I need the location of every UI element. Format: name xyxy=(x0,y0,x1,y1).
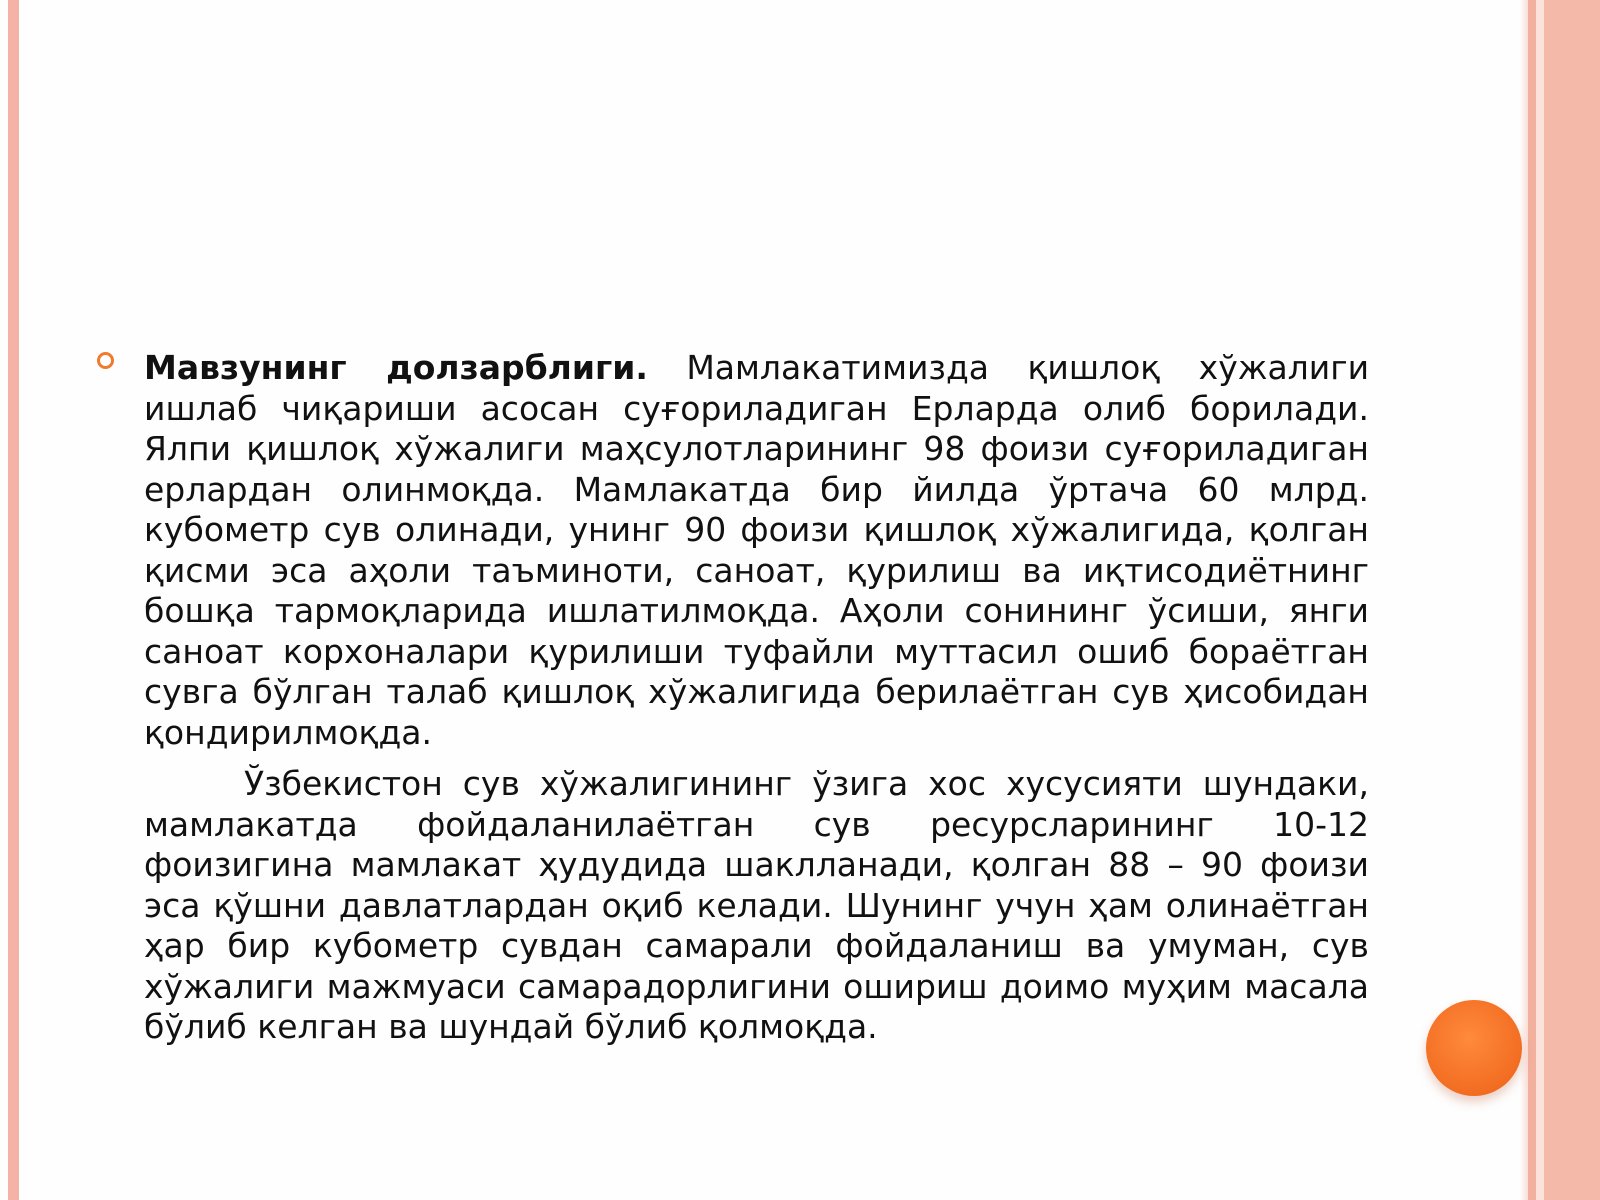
right-border-band xyxy=(1544,0,1600,1200)
orange-circle-decoration xyxy=(1426,1000,1522,1096)
paragraph-uzbekistan-water xyxy=(144,764,1369,1048)
paragraph-body: Ўзбекистон сув хўжалигининг ўзига хос хусусияти шундаки, мамлакатда фойдаланилаётган сув ресурсларининг 10-12 фоизигина мамлакат ҳудудида шаклланади, қолган 88 – 90 фоизи эса қўшни давлатлардан оқиб келади. Шунинг учун ҳам олинаётган ҳар бир кубометр сувдан самарали фойдаланиш ва умуман, сув хўжалиги мажмуаси самарадорлигини ошириш доимо муҳим масала бўлиб келган ва шундай бўлиб қолмоқда. xyxy=(144,764,1369,1046)
slide-body-text xyxy=(144,348,1369,1048)
right-border-stripe xyxy=(1528,0,1536,1200)
paragraph-relevance xyxy=(144,348,1369,753)
left-border-decoration xyxy=(8,0,19,1200)
paragraph-bold-lead: Мавзунинг долзарблиги. xyxy=(144,348,648,387)
right-band-shadow xyxy=(1520,0,1528,1200)
bullet-circle-icon xyxy=(97,352,114,369)
right-border-gap xyxy=(1536,0,1544,1200)
paragraph-body: Мамлакатимизда қишлоқ хўжалиги ишлаб чиқариши асосан суғориладиган Ерларда олиб борилади. Ялпи қишлоқ хўжалиги маҳсулотларининг 98 фоизи суғориладиган ерлардан олинмоқда. Мамлакатда бир йилда ўртача 60 млрд. кубометр сув олинади, унинг 90 фоизи қишлоқ хўжалигида, қолган қисми эса аҳоли таъминоти, саноат, қурилиш ва иқтисодиётнинг бошқа тармоқларида ишлатилмоқда. Аҳоли сонининг ўсиши, янги саноат корхоналари қурилиши туфайли муттасил ошиб бораётган сувга бўлган талаб қишлоқ хўжалигида берилаётган сув ҳисобидан қондирилмоқда. xyxy=(144,348,1370,752)
